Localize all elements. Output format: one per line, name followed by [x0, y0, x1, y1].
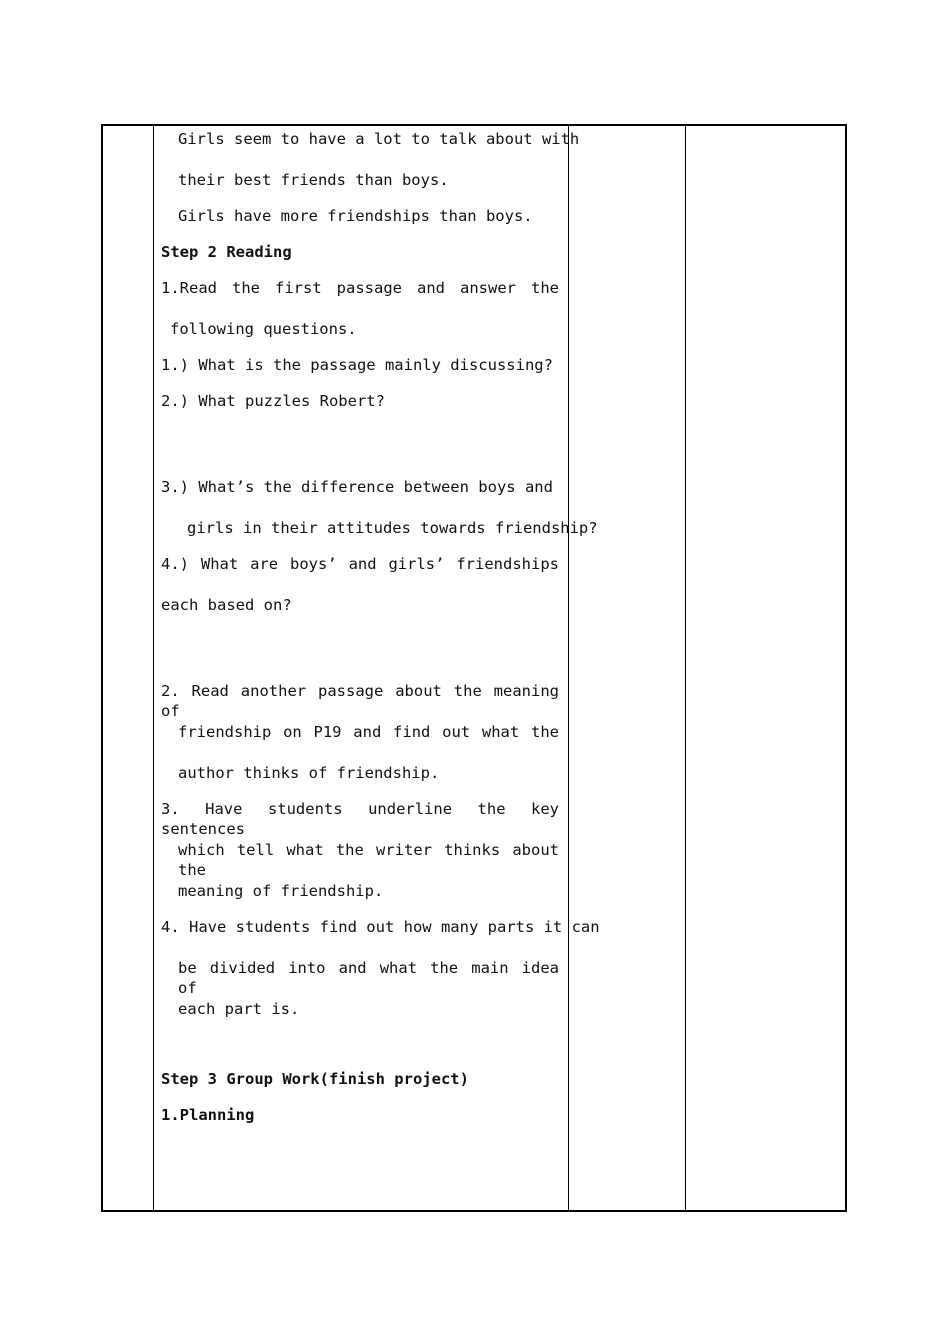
- column-divider-3: [685, 126, 686, 1210]
- text-line: which tell what the writer thinks about the: [178, 841, 559, 879]
- task-3: 3. Have students underline the key sentences: [161, 800, 559, 838]
- question-1: 1.) What is the passage mainly discussing?: [161, 356, 553, 374]
- text-line: friendship on P19 and find out what the: [178, 723, 559, 741]
- text-line: meaning of friendship.: [178, 882, 384, 900]
- text-line: each based on?: [161, 596, 292, 614]
- task-4: 4. Have students find out how many parts it can: [161, 918, 600, 936]
- step-3-heading: Step 3 Group Work(finish project): [161, 1070, 469, 1088]
- question-2: 2.) What puzzles Robert?: [161, 392, 385, 410]
- question-3: 3.) What’s the difference between boys and: [161, 478, 553, 496]
- text-line: following questions.: [170, 320, 357, 338]
- column-divider-2: [568, 126, 569, 1210]
- text-line: their best friends than boys.: [178, 171, 449, 189]
- planning-heading: 1.Planning: [161, 1106, 255, 1124]
- text-line: each part is.: [178, 1000, 300, 1018]
- text-line: author thinks of friendship.: [178, 764, 440, 782]
- task-2: 2. Read another passage about the meaning of: [161, 682, 559, 720]
- text-line: girls in their attitudes towards friendship?: [187, 519, 598, 537]
- text-line: Girls have more friendships than boys.: [178, 207, 533, 225]
- text-line: Girls seem to have a lot to talk about with: [178, 130, 580, 148]
- column-divider-1: [153, 126, 154, 1210]
- text-line: 1.Read the first passage and answer the: [161, 279, 559, 297]
- step-2-heading: Step 2 Reading: [161, 243, 292, 261]
- question-4: 4.) What are boys’ and girls’ friendships: [161, 555, 559, 573]
- text-line: be divided into and what the main idea of: [178, 959, 559, 997]
